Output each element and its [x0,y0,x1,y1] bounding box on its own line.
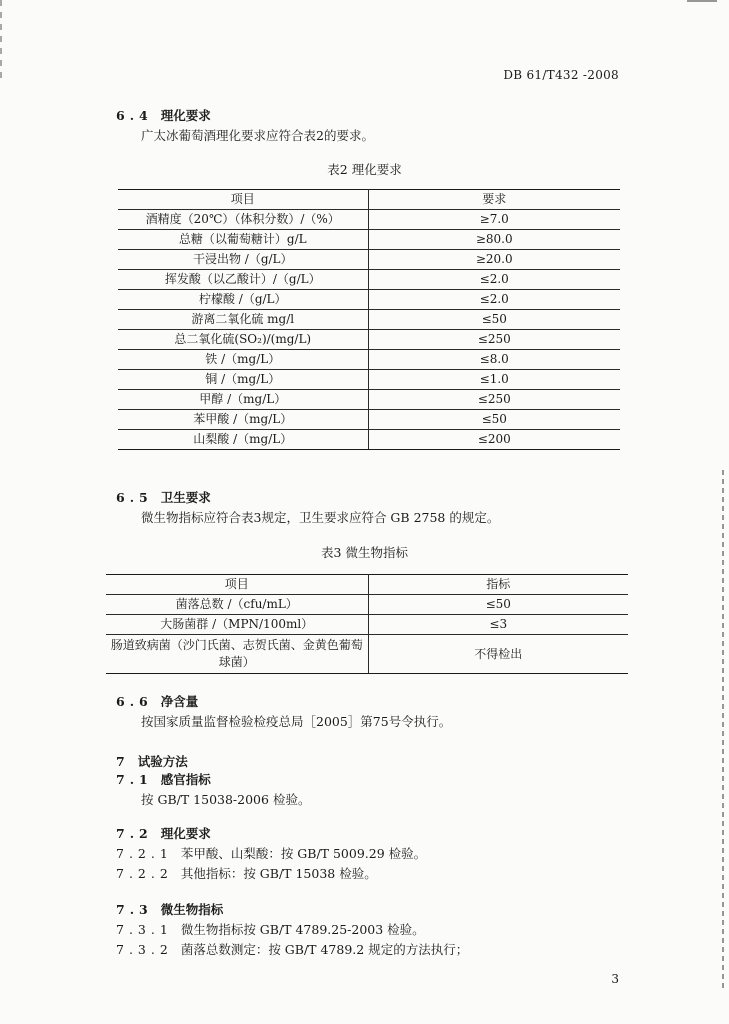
row-item: 铁 /（mg/L） [118,350,368,370]
section-7-1-heading [116,772,211,788]
row-value: ≥20.0 [368,250,620,270]
row-value: ≤1.0 [368,370,620,390]
scan-edge-top [687,0,717,2]
section-number: 7.3 [116,902,153,917]
row-value: ≥7.0 [368,210,620,230]
table-row [118,250,620,270]
row-item: 铜 /（mg/L） [118,370,368,390]
table-row [118,290,620,310]
column-header-indicator: 指标 [368,575,628,595]
row-item: 山梨酸 /（mg/L） [118,430,368,450]
table-row [118,370,620,390]
page-number: 3 [611,972,619,986]
row-value: ≤200 [368,430,620,450]
table-2-physicochemical [118,189,620,450]
table-row [118,390,620,410]
section-title: 理化要求 [160,108,211,123]
row-value: ≤250 [368,330,620,350]
row-item: 肠道致病菌（沙门氏菌、志贺氏菌、金黄色葡萄球菌） [106,635,368,674]
clause-text: 其他指标：按 GB/T 15038 检验。 [180,866,377,881]
table-row [118,430,620,450]
table-header-row [106,575,628,595]
section-6-4-heading [116,108,211,124]
table-header-row [118,190,620,210]
section-title: 卫生要求 [160,490,211,505]
clause-text: 菌落总数测定：按 GB/T 4789.2 规定的方法执行； [180,942,469,957]
table-row [118,330,620,350]
table-row [118,270,620,290]
row-item: 甲醇 /（mg/L） [118,390,368,410]
row-value: ≤2.0 [368,270,620,290]
row-value: ≤3 [368,615,628,635]
clause-7-3-1 [116,922,425,938]
row-item: 菌落总数 /（cfu/mL） [106,595,368,615]
section-7-heading [116,754,188,770]
section-title: 试验方法 [137,754,188,769]
section-number: 6.5 [116,490,153,505]
table-row [118,210,620,230]
section-title: 理化要求 [160,826,211,841]
row-value: ≤2.0 [368,290,620,310]
row-value: ≤50 [368,310,620,330]
table-row [106,615,628,635]
clause-7-2-2 [116,866,377,882]
table2-caption: 表2 理化要求 [327,162,402,177]
row-item: 游离二氧化硫 mg/l [118,310,368,330]
section-number: 7 [116,754,130,769]
row-item: 酒精度（20℃）（体积分数）/（%） [118,210,368,230]
table-row [106,595,628,615]
row-value: 不得检出 [368,635,628,674]
section-6-5-body: 微生物指标应符合表3规定，卫生要求应符合 GB 2758 的规定。 [141,510,500,525]
row-item: 大肠菌群 /（MPN/100ml） [106,615,368,635]
table3-caption: 表3 微生物指标 [321,545,408,560]
section-number: 6.6 [116,694,153,709]
clause-text: 苯甲酸、山梨酸：按 GB/T 5009.29 检验。 [180,846,427,861]
clause-number: 7.2.2 [116,866,173,881]
section-6-5-heading [116,490,211,506]
row-item: 苯甲酸 /（mg/L） [118,410,368,430]
doc-code: DB 61/T432 -2008 [503,68,619,82]
clause-number: 7.2.1 [116,846,173,861]
table-row [118,350,620,370]
section-number: 7.1 [116,772,153,787]
section-number: 7.2 [116,826,153,841]
section-title: 感官指标 [160,772,211,787]
clause-7-2-1 [116,846,426,862]
section-title: 净含量 [160,694,199,709]
section-7-1-body: 按 GB/T 15038-2006 检验。 [141,792,311,807]
row-item: 总二氧化硫(SO₂)/(mg/L) [118,330,368,350]
row-value: ≤50 [368,410,620,430]
column-header-item: 项目 [106,575,368,595]
clause-7-3-2 [116,942,468,958]
table-row [106,635,628,674]
section-7-2-heading [116,826,211,842]
clause-number: 7.3.2 [116,942,173,957]
clause-text: 微生物指标按 GB/T 4789.25-2003 检验。 [180,922,425,937]
row-value: ≤250 [368,390,620,410]
table-row [118,230,620,250]
table-3-microbiological [106,574,628,674]
section-title: 微生物指标 [160,902,224,917]
scan-edge-left [0,0,2,80]
row-value: ≤50 [368,595,628,615]
table-row [118,410,620,430]
section-6-4-body: 广太冰葡萄酒理化要求应符合表2的要求。 [141,128,374,143]
clause-number: 7.3.1 [116,922,173,937]
table-row [118,310,620,330]
column-header-item: 项目 [118,190,368,210]
row-item: 柠檬酸 /（g/L） [118,290,368,310]
section-number: 6.4 [116,108,153,123]
row-item: 挥发酸（以乙酸计）/（g/L） [118,270,368,290]
section-6-6-body: 按国家质量监督检验检疫总局［2005］第75号令执行。 [141,714,452,729]
row-item: 总糖（以葡萄糖计）g/L [118,230,368,250]
section-6-6-heading [116,694,198,710]
row-value: ≤8.0 [368,350,620,370]
row-item: 干浸出物 /（g/L） [118,250,368,270]
column-header-requirement: 要求 [368,190,620,210]
section-7-3-heading [116,902,223,918]
row-value: ≥80.0 [368,230,620,250]
